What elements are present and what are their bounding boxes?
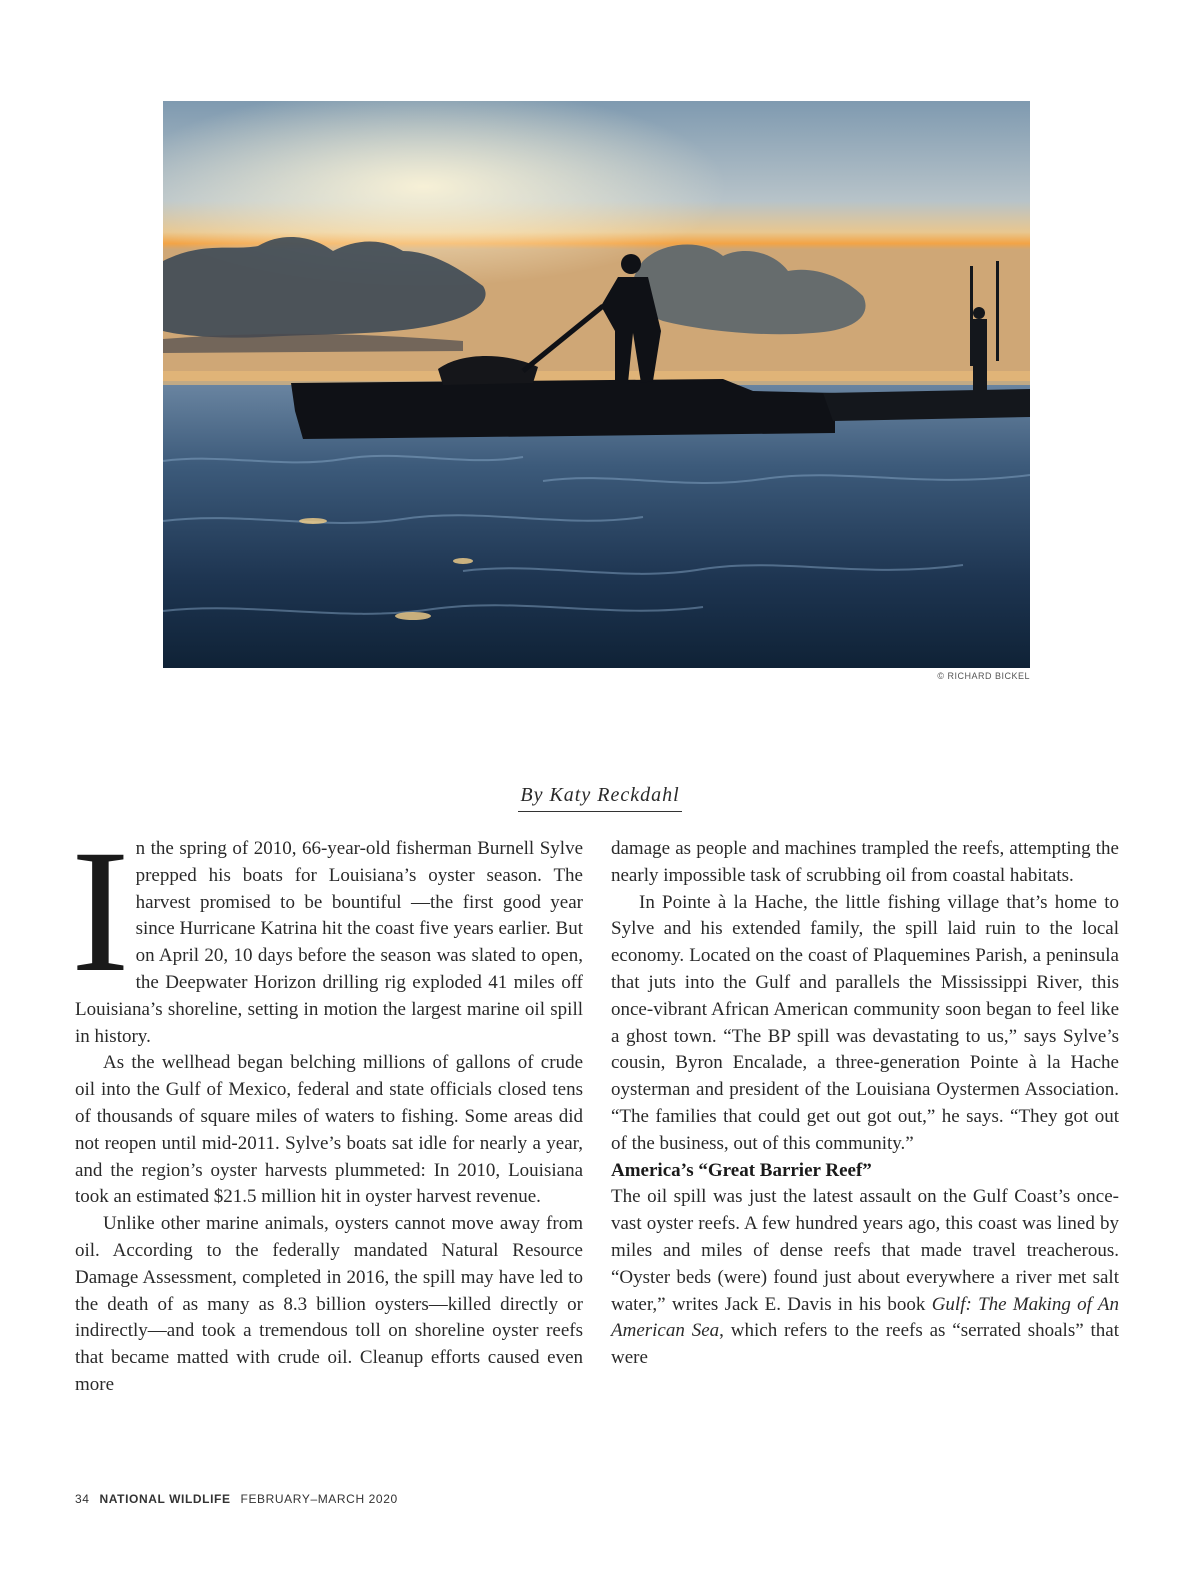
article-paragraph: damage as people and machines trampled the reefs, attempting the nearly impossible task of scrubbing oil from coastal habitats. bbox=[611, 838, 1119, 886]
publication-name: NATIONAL WILDLIFE bbox=[99, 1492, 231, 1506]
article-paragraph: In Pointe à la Hache, the little fishing village that’s home to Sylve and his extended family, the spill laid ruin to the local economy. Located on the coast of Plaquemines Parish, a peninsula that juts into the Gulf and parallels the Mississippi River, this once-vibrant African American community soon began to feel like a ghost town. “The BP spill was devastating to us,” says Sylve’s cousin, Byron Encalade, a three-generation Pointe à la Hache oysterman and president of the Louisiana Oystermen Association. “The families that could get out got out,” he says. “They got out of the business, out of this community.” bbox=[611, 891, 1119, 1154]
photo-credit: © RICHARD BICKEL bbox=[937, 671, 1030, 681]
page-footer bbox=[75, 1492, 398, 1506]
page-number: 34 bbox=[75, 1492, 90, 1506]
article-paragraph bbox=[71, 814, 583, 1050]
section-subhead: America’s “Great Barrier Reef” bbox=[611, 1159, 872, 1181]
paragraph-text: n the spring of 2010, 66-year-old fisherman Burnell Sylve prepped his boats for Louisiana’s oyster season. The harvest promised to be bountiful —the first good year since Hurricane Katrina hit the coast five years earlier. But on April 20, 10 days before the season was slated to open, the Deepwater Horizon drilling rig exploded 41 miles off Louisiana’s shoreline, setting in motion the largest marine oil spill in history. bbox=[75, 838, 583, 1047]
article-column-left bbox=[71, 814, 583, 1399]
byline bbox=[0, 784, 1200, 812]
paragraph-text: The oil spill was just the latest assault on the Gulf Coast’s once-vast oyster reefs. A few hundred years ago, this coast was lined by miles and miles of dense reefs that made travel treacherous. “Oyster beds (were) found just about everywhere a river met salt water,” writes Jack E. Davis in his book bbox=[611, 1186, 1119, 1315]
hero-photo bbox=[163, 101, 1030, 668]
issue-date: FEBRUARY–MARCH 2020 bbox=[240, 1492, 398, 1506]
article-paragraph: As the wellhead began belching millions of gallons of crude oil into the Gulf of Mexico, federal and state officials closed tens of thousands of square miles of waters to fishing. Some areas did not reopen until mid-2011. Sylve’s boats sat idle for nearly a year, and the region’s oyster harvests plummeted: In 2010, Louisiana took an estimated $21.5 million hit in oyster harvest revenue. bbox=[75, 1052, 583, 1208]
oyster-boat-sunset-image bbox=[163, 101, 1030, 668]
article-paragraph: Unlike other marine animals, oysters cannot move away from oil. According to the federally mandated Natural Resource Damage Assessment, completed in 2016, the spill may have led to the death of as many as 8.3 billion oysters—killed directly or indirectly—and took a tremendous toll on shoreline oyster reefs that became matted with crude oil. Cleanup efforts caused even more bbox=[75, 1213, 583, 1395]
drop-cap: I bbox=[71, 814, 130, 1009]
article-column-right bbox=[611, 836, 1119, 1372]
book-title: Gulf: The Making of An American Sea bbox=[611, 1293, 1119, 1342]
article-paragraph bbox=[611, 1184, 1119, 1372]
byline-text: By Katy Reckdahl bbox=[518, 784, 681, 812]
paragraph-text: , which refers to the reefs as “serrated shoals” that were bbox=[611, 1320, 1119, 1369]
